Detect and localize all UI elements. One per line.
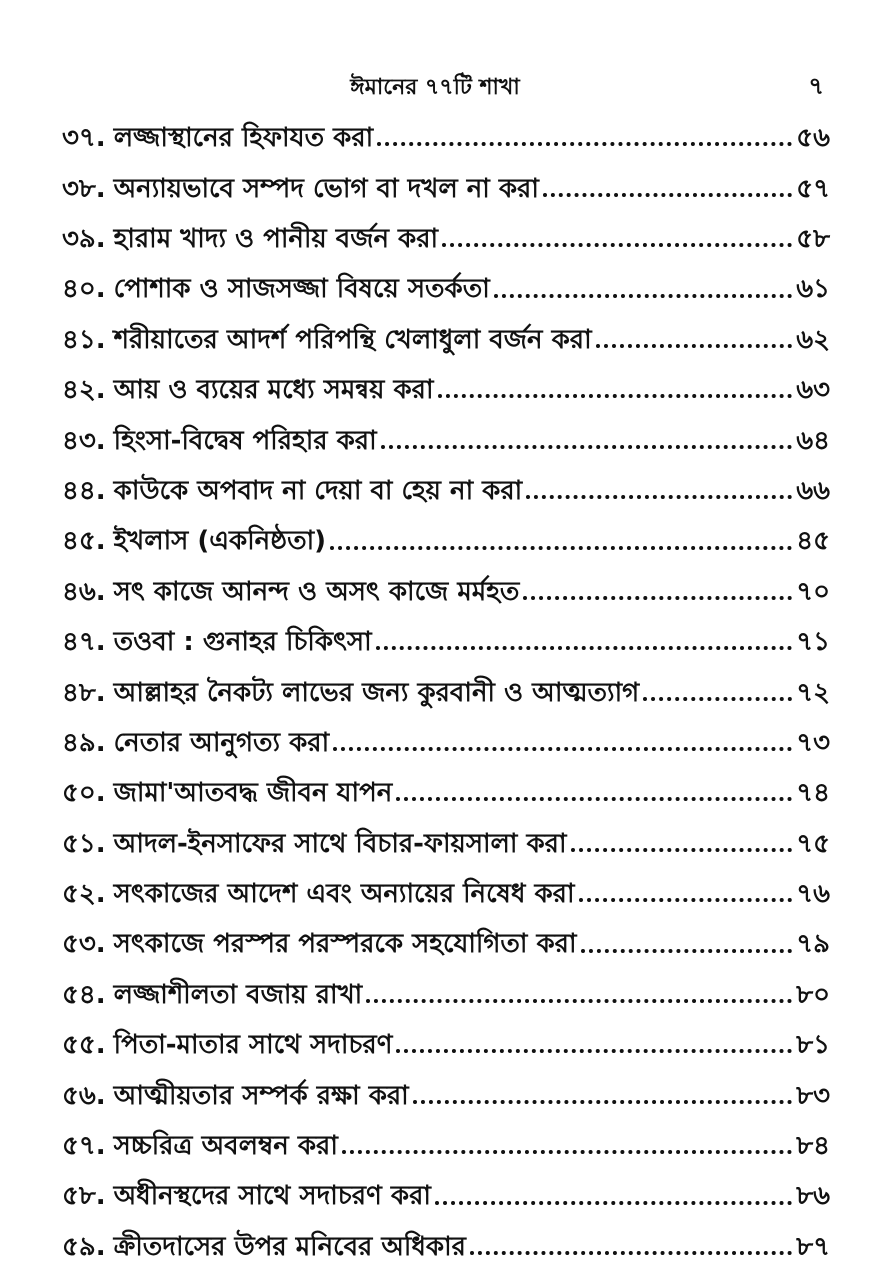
- dot-leader: [381, 445, 793, 449]
- entry-title: হারাম খাদ্য ও পানীয় বর্জন করা: [113, 223, 439, 254]
- toc-entry: [62, 558, 830, 608]
- dot-leader: [376, 646, 793, 650]
- entry-page-number: ৭২: [796, 677, 830, 708]
- entry-number: ৪৮.: [62, 677, 106, 708]
- entry-number: ৫৩.: [62, 929, 106, 960]
- entry-number: ৩৮.: [62, 173, 106, 204]
- dot-leader: [396, 797, 792, 801]
- toc-entry: [62, 961, 830, 1011]
- dot-leader: [526, 495, 792, 499]
- entry-title: আল্লাহর নৈকট্য লাভের জন্য কুরবানী ও আত্মত্যাগ: [113, 677, 640, 708]
- toc-entry: [62, 809, 830, 859]
- entry-number: ৪৫.: [62, 526, 106, 557]
- entry-page-number: ৭৪: [796, 778, 830, 809]
- dot-leader: [333, 747, 792, 751]
- dot-leader: [396, 1049, 792, 1053]
- entry-page-number: ৮৬: [796, 1181, 830, 1212]
- running-title: ঈমানের ৭৭টি শাখা: [350, 75, 520, 100]
- entry-title: সচ্চরিত্র অবলম্বন করা: [113, 1131, 338, 1162]
- entry-number: ৫১.: [62, 828, 106, 859]
- toc-entry: [62, 608, 830, 658]
- dot-leader: [366, 999, 792, 1003]
- toc-entry: [62, 910, 830, 960]
- toc-entry: [62, 860, 830, 910]
- entry-number: ৫২.: [62, 879, 106, 910]
- entry-page-number: ৫৬: [796, 123, 830, 154]
- dot-leader: [330, 546, 792, 550]
- toc-entry: [62, 457, 830, 507]
- entry-title: নেতার আনুগত্য করা: [113, 727, 330, 758]
- entry-page-number: ৬৬: [796, 475, 830, 506]
- page-header: [0, 66, 870, 106]
- entry-number: ৪১.: [62, 324, 106, 355]
- toc-entry: [62, 306, 830, 356]
- entry-number: ৫৫.: [62, 1030, 106, 1061]
- entry-title: জামা'আতবদ্ধ জীবন যাপন: [113, 778, 393, 809]
- entry-page-number: ৭০: [796, 576, 830, 607]
- dot-leader: [442, 243, 792, 247]
- dot-leader: [435, 1201, 792, 1205]
- dot-leader: [579, 898, 793, 902]
- dot-leader: [581, 949, 793, 953]
- entry-number: ৪৪.: [62, 475, 106, 506]
- toc-entry: [62, 255, 830, 305]
- toc-entry: [62, 104, 830, 154]
- entry-title: তওবা : গুনাহর চিকিৎসা: [113, 627, 372, 658]
- entry-page-number: ৮০: [796, 979, 830, 1010]
- toc-entry: [62, 1061, 830, 1111]
- entry-page-number: ৮৩: [796, 1080, 830, 1111]
- entry-title: আয় ও ব্যয়ের মধ্যে সমন্বয় করা: [113, 375, 434, 406]
- entry-title: হিংসা-বিদ্বেষ পরিহার করা: [113, 425, 377, 456]
- entry-number: ৩৭.: [62, 123, 106, 154]
- entry-page-number: ৭৬: [796, 879, 830, 910]
- entry-page-number: ৪৫: [796, 526, 830, 557]
- entry-title: শরীয়াতের আদর্শ পরিপন্থি খেলাধুলা বর্জন করা: [113, 324, 592, 355]
- toc-entry: [62, 205, 830, 255]
- dot-leader: [342, 1150, 792, 1154]
- entry-number: ৫৪.: [62, 979, 106, 1010]
- entry-title: পিতা-মাতার সাথে সদাচরণ: [113, 1030, 393, 1061]
- entry-title: সৎ কাজে আনন্দ ও অসৎ কাজে মর্মহত: [113, 576, 520, 607]
- toc-entry: [62, 1162, 830, 1212]
- entry-page-number: ৫৭: [796, 173, 830, 204]
- entry-page-number: ৭১: [796, 627, 830, 658]
- dot-leader: [438, 394, 793, 398]
- entry-number: ৫৬.: [62, 1080, 106, 1111]
- toc-entry: [62, 1213, 830, 1263]
- entry-number: ৪৬.: [62, 576, 106, 607]
- dot-leader: [571, 848, 793, 852]
- entry-number: ৫৮.: [62, 1181, 106, 1212]
- dot-leader: [377, 142, 792, 146]
- entry-title: লজ্জাস্থানের হিফাযত করা: [113, 123, 374, 154]
- entry-title: পোশাক ও সাজসজ্জা বিষয়ে সতর্কতা: [113, 274, 490, 305]
- entry-number: ৫৭.: [62, 1131, 106, 1162]
- entry-page-number: ৬২: [796, 324, 830, 355]
- entry-number: ৫৯.: [62, 1231, 106, 1262]
- entry-page-number: ৬৪: [796, 425, 830, 456]
- entry-title: লজ্জাশীলতা বজায় রাখা: [113, 979, 363, 1010]
- toc-entry: [62, 1112, 830, 1162]
- entry-title: সৎকাজে পরস্পর পরস্পরকে সহযোগিতা করা: [113, 929, 577, 960]
- entry-title: আদল-ইনসাফের সাথে বিচার-ফায়সালা করা: [113, 828, 567, 859]
- entry-page-number: ৫৮: [796, 223, 830, 254]
- toc-entry: [62, 154, 830, 204]
- entry-number: ৪৯.: [62, 727, 106, 758]
- entry-title: আত্মীয়তার সম্পর্ক রক্ষা করা: [113, 1080, 409, 1111]
- entry-page-number: ৭৫: [796, 828, 830, 859]
- dot-leader: [596, 344, 793, 348]
- entry-page-number: ৮৪: [796, 1131, 830, 1162]
- entry-page-number: ৮১: [796, 1030, 830, 1061]
- entry-page-number: ৭৯: [796, 929, 830, 960]
- dot-leader: [494, 294, 792, 298]
- dot-leader: [413, 1100, 792, 1104]
- entry-number: ৪০.: [62, 274, 106, 305]
- entry-title: কাউকে অপবাদ না দেয়া বা হেয় না করা: [113, 475, 523, 506]
- toc-entry: [62, 658, 830, 708]
- entry-number: ৪৩.: [62, 425, 106, 456]
- toc-entry: [62, 759, 830, 809]
- table-of-contents: [62, 104, 830, 1263]
- entry-title: ইখলাস (একনিষ্ঠতা): [113, 526, 327, 557]
- entry-number: ৫০.: [62, 778, 106, 809]
- toc-entry: [62, 1011, 830, 1061]
- entry-number: ৩৯.: [62, 223, 106, 254]
- entry-page-number: ৬১: [796, 274, 830, 305]
- page-number: ৭: [808, 72, 824, 100]
- entry-title: সৎকাজের আদেশ এবং অন্যায়ের নিষেধ করা: [113, 879, 575, 910]
- entry-page-number: ৬৩: [796, 375, 830, 406]
- entry-title: ক্রীতদাসের উপর মনিবের অধিকার: [113, 1231, 466, 1262]
- toc-entry: [62, 356, 830, 406]
- dot-leader: [543, 193, 792, 197]
- entry-page-number: ৮৭: [796, 1231, 830, 1262]
- toc-entry: [62, 507, 830, 557]
- dot-leader: [523, 596, 792, 600]
- entry-number: ৪৭.: [62, 627, 106, 658]
- dot-leader: [643, 697, 792, 701]
- entry-page-number: ৭৩: [796, 727, 830, 758]
- entry-title: অন্যায়ভাবে সম্পদ ভোগ বা দখল না করা: [113, 173, 539, 204]
- entry-title: অধীনস্থদের সাথে সদাচরণ করা: [113, 1181, 431, 1212]
- entry-number: ৪২.: [62, 375, 106, 406]
- dot-leader: [470, 1251, 792, 1255]
- toc-entry: [62, 709, 830, 759]
- toc-entry: [62, 406, 830, 456]
